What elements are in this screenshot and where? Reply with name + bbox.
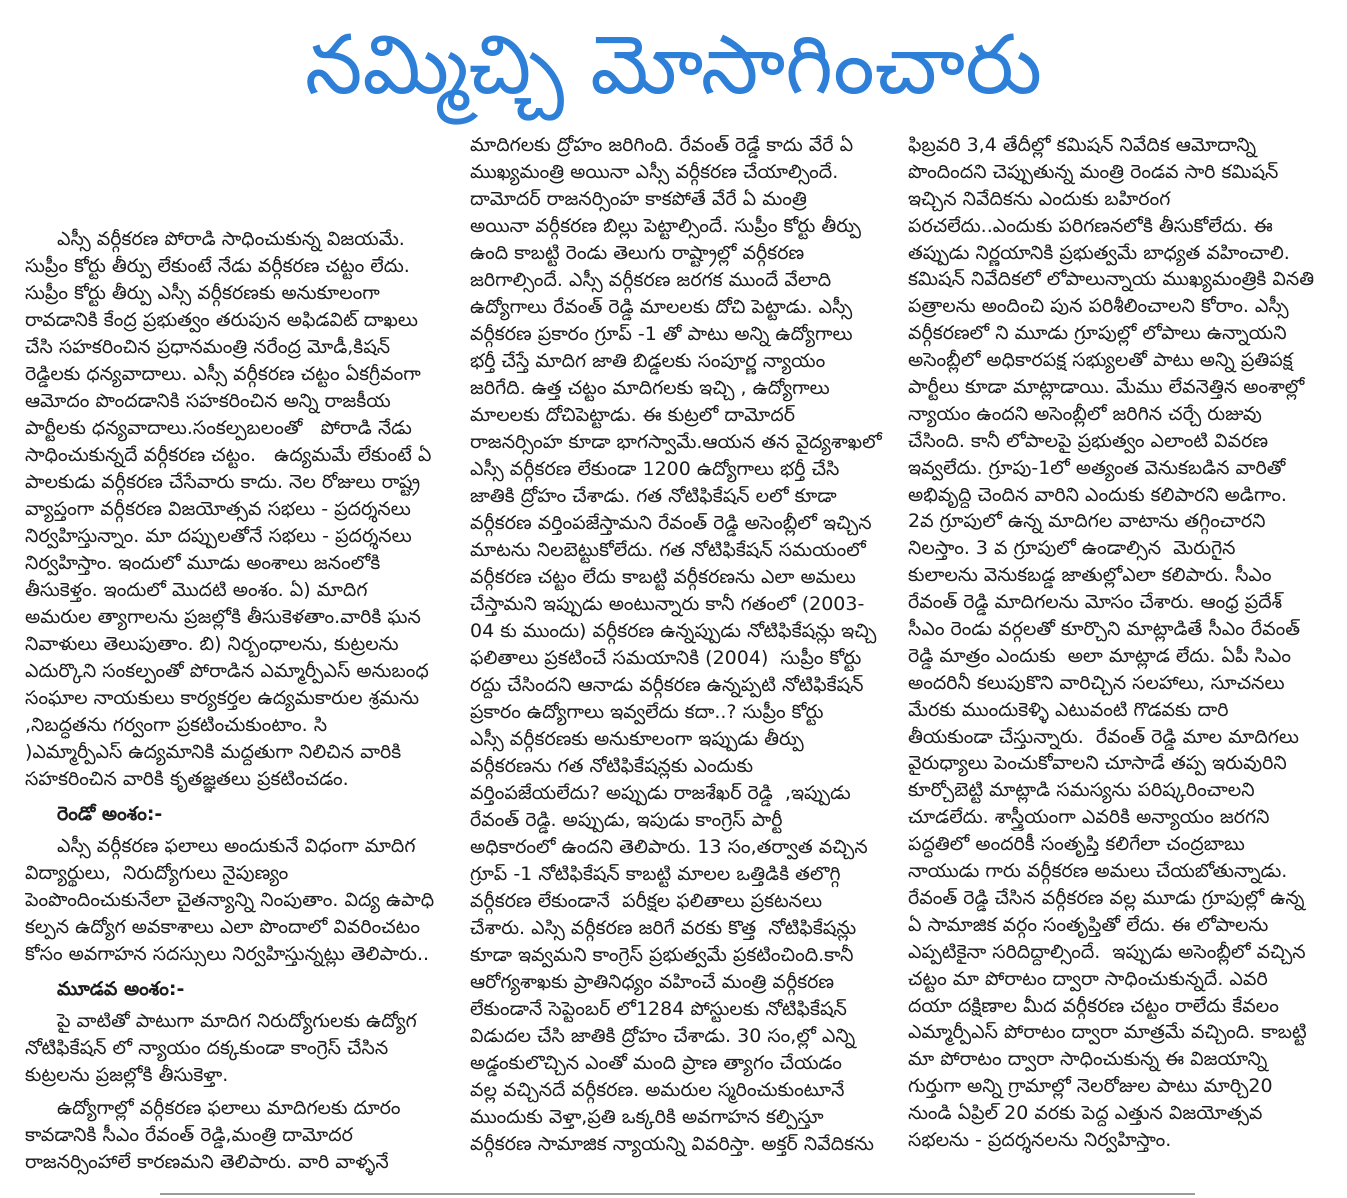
text-line xyxy=(470,672,895,699)
text-line xyxy=(908,535,1333,562)
text-line-content: వర్గీకరణ ప్రకారం గ్రూప్ -1 తో పాటు అన్ని ఉద్యోగాలు xyxy=(470,323,853,345)
text-line-content: కమిషన్ నివేదికలో లోపాలున్నాయ ముఖ్యమంత్రికి వినతి xyxy=(908,268,1315,291)
paragraph xyxy=(25,1095,445,1176)
text-line xyxy=(908,1073,1333,1100)
text-line-content: పొందిందని చెప్పుతున్న మంత్రి రెండవ సారి కమిషన్ xyxy=(908,160,1279,183)
text-line-content: లేకుండానే సెప్టెంబర్ లో1284 పోస్టులకు నోటిఫికేషన్ xyxy=(470,998,847,1020)
text-line xyxy=(470,510,895,537)
text-line xyxy=(470,213,895,240)
text-line-content: పద్ధతిలో అందరికీ సంతృప్తి కలిగేలా చంద్రబాబు xyxy=(908,833,1245,856)
text-line xyxy=(470,861,895,888)
text-line xyxy=(470,1050,895,1077)
text-line xyxy=(470,402,895,429)
text-line xyxy=(470,618,895,645)
text-line xyxy=(908,347,1333,374)
text-line xyxy=(908,159,1333,186)
paragraph xyxy=(25,833,445,968)
text-line-content: నుండి ఏప్రిల్ 20 వరకు పెద్ద ఎత్తున విజయోత్సవ xyxy=(908,1102,1263,1125)
text-line-content: సభలను - ప్రదర్శనలను నిర్వహిస్తాం. xyxy=(908,1128,1172,1151)
text-line-content: మాలలకు దోచిపెట్టాడు. ఈ కుట్రలో దామోదర్ xyxy=(470,404,796,426)
text-line-content: వైరుధ్యాలు పెంచుకోవాలని చూసాడే తప్ప ఇరువురిని xyxy=(908,752,1287,775)
text-line-content: దామోదర్ రాజనర్సింహ కాకపోతే వేరే ఏ మంత్రి xyxy=(470,188,807,210)
text-line xyxy=(25,766,445,793)
text-line-content: సాధించుకున్నదే వర్గీకరణ చట్టం. ఉద్యమమే లేకుంటే ఏ xyxy=(25,444,432,466)
text-line-content: అమరుల త్యాగాలను ప్రజల్లోకి తీసుకెళతాం.వారికి ఘన xyxy=(25,606,421,628)
section-heading-text: రెండో అంశం:- xyxy=(57,803,163,825)
text-line-content: 04 కు ముందు) వర్గీకరణ ఉన్నప్పుడు నోటిఫికేషన్లు ఇచ్చి xyxy=(470,620,877,642)
text-line xyxy=(908,1046,1333,1073)
text-line xyxy=(908,293,1333,320)
text-line xyxy=(25,388,445,415)
column-2 xyxy=(470,132,895,1158)
section-heading-text: మూడవ అంశం:- xyxy=(57,978,185,1000)
text-line-content: ఎప్పటికైనా సరిదిద్దాల్సిందే. ఇప్పుడు అసెంబ్లీలో వచ్చిన xyxy=(908,940,1306,963)
text-line xyxy=(908,858,1333,885)
text-line xyxy=(908,428,1333,455)
text-line-content: సుప్రీం కోర్టు తీర్పు లేకుంటే నేడు వర్గీకరణ చట్టం లేదు. xyxy=(25,255,410,277)
text-line xyxy=(25,1095,445,1122)
text-line-content: అసెంబ్లీలో అధికారపక్ష సభ్యులతో పాటు అన్ని ప్రతిపక్ష xyxy=(908,349,1293,372)
text-line xyxy=(25,604,445,631)
text-line xyxy=(908,1100,1333,1127)
text-line-content: ఉద్యోగాలు రేవంత్ రెడ్డి మాలలకు దోచి పెట్టాడు. ఎస్సీ xyxy=(470,296,853,318)
text-line-content: చేశారు. ఎస్సి వర్గీకరణ జరిగే వరకు కొత్త నోటిఫికేషన్లు xyxy=(470,917,857,939)
text-line-content: పార్టీలు కూడా మాట్లాడాయి. మేము లేవనెత్తిన అంశాల్లో xyxy=(908,376,1305,399)
text-line-content: అడ్డంకులొచ్చిన ఎంతో మంది ప్రాణ త్యాగం చేయడం xyxy=(470,1052,842,1074)
text-line xyxy=(908,670,1333,697)
text-line xyxy=(470,483,895,510)
headline xyxy=(20,6,1327,126)
text-line-content: ,నిబద్ధతను గర్వంగా ప్రకటించుకుంటాం. సి xyxy=(25,714,328,736)
text-line xyxy=(908,266,1333,293)
text-line-content: నివాళులు తెలుపుతాం. బి) నిర్బంధాలను, కుట్రలను xyxy=(25,633,399,655)
text-line xyxy=(470,321,895,348)
headline-text: నమ్మిచ్చి మోసాగించారు xyxy=(304,18,1043,113)
text-line xyxy=(908,455,1333,482)
text-line xyxy=(25,442,445,469)
text-line xyxy=(908,374,1333,401)
text-line xyxy=(470,375,895,402)
text-line xyxy=(25,833,445,860)
text-line-content: గుర్తుగా అన్ని గ్రామాల్లో నెలరోజుల పాటు మార్చి20 xyxy=(908,1075,1273,1098)
dateline xyxy=(25,187,445,214)
text-line xyxy=(470,348,895,375)
text-line-content: సహకరించిన వారికి కృతజ్ఞతలు ప్రకటించడం. xyxy=(25,768,349,790)
text-line xyxy=(25,496,445,523)
text-line-content: ఉంది కాబట్టి రెండు తెలుగు రాష్ట్రాల్లో వర్గీకరణ xyxy=(470,242,805,264)
text-line-content: భర్తీ చేస్తే మాదిగ జాతి బిడ్డలకు సంపూర్ణ న్యాయం xyxy=(470,350,826,372)
text-line-content: నిలస్తాం. 3 వ గ్రూపులో ఉండాల్సిన మెరుగైన xyxy=(908,537,1236,560)
text-line xyxy=(470,753,895,780)
text-line-content: రెడ్డిలకు ధన్యవాదాలు. ఎస్సీ వర్గీకరణ చట్టం ఏకగ్రీవంగా xyxy=(25,363,421,385)
text-line-content: చేస్తామని ఇప్పుడు అంటున్నారు కానీ గతంలో (2003- xyxy=(470,593,865,615)
column-3 xyxy=(908,132,1333,1154)
text-line xyxy=(908,777,1333,804)
text-line-content: నాయుడు గారు వర్గీకరణ అమలు చేయబోతున్నాడు. xyxy=(908,860,1288,883)
text-line-content: మాదిగలకు ద్రోహం జరిగింది. రేవంత్ రెడ్డే కాదు వేరే ఏ xyxy=(470,134,854,156)
text-line xyxy=(25,1008,445,1035)
column-body xyxy=(25,226,445,1176)
bottom-rule xyxy=(160,1193,1195,1195)
text-line-content: వ్యాప్తంగా వర్గీకరణ విజయోత్సవ సభలు - ప్రదర్శనలు xyxy=(25,498,411,520)
text-line-content: చట్టం మా పోరాటం ద్వారా సాధించుకున్నదే. ఎవరి xyxy=(908,967,1268,990)
text-line-content: గ్రూప్ -1 నోటిఫికేషన్ కాబట్టి మాలల ఒత్తిడికి తలొగ్గి xyxy=(470,863,841,885)
text-line xyxy=(470,591,895,618)
text-line-content: ఉద్యోగాల్లో వర్గీకరణ ఫలాలు మాదిగలకు దూరం xyxy=(57,1097,401,1119)
text-line-content: రాజనర్సింహ కూడా భాగస్వామే.ఆయన తన వైద్యశాఖలో xyxy=(470,431,882,453)
text-line xyxy=(25,914,445,941)
text-line xyxy=(470,726,895,753)
text-line xyxy=(908,966,1333,993)
text-line xyxy=(470,267,895,294)
text-line xyxy=(25,1122,445,1149)
text-line-content: కూడా ఇవ్వమని కాంగ్రెస్ ప్రభుత్వమే ప్రకటించింది.కానీ xyxy=(470,944,854,966)
text-line xyxy=(908,1019,1333,1046)
text-line xyxy=(908,724,1333,751)
text-line-content: )ఎమ్మార్పీఎస్ ఉద్యమానికి మద్దతుగా నిలిచిన వారికి xyxy=(25,741,402,763)
text-line-content: రెడ్డి మాత్రం ఎందుకు అలా మాట్లాడ లేదు. ఏపీ సిఎం xyxy=(908,644,1291,667)
text-line-content: వర్గీకరణ వర్తింపజేస్తామని రేవంత్ రెడ్డి అసెంబ్లీలో ఇచ్చిన xyxy=(470,512,872,534)
paragraph xyxy=(908,132,1333,1154)
text-line-content: రేవంత్ రెడ్డి మాదిగలను మోసం చేశారు. ఆంధ్ర ప్రదేశ్ xyxy=(908,591,1283,614)
text-line xyxy=(25,253,445,280)
text-line xyxy=(470,780,895,807)
text-line xyxy=(25,658,445,685)
text-line xyxy=(25,577,445,604)
text-line-content: ముందుకు వెళ్తా,ప్రతి ఒక్కరికి అవగాహన కల్పిస్తూ xyxy=(470,1106,824,1128)
text-line-content: అందరినీ కలుపుకొని వారిచ్చిన సలహాలు, సూచనలు xyxy=(908,671,1285,694)
text-line xyxy=(908,885,1333,912)
text-line xyxy=(908,912,1333,939)
text-line xyxy=(25,739,445,766)
text-line-content: కావడానికి సీఎం రేవంత్ రెడ్డి,మంత్రి దామోదర xyxy=(25,1124,353,1146)
text-line xyxy=(470,537,895,564)
text-line-content: రద్దు చేసిందని ఆనాడు వర్గీకరణ ఉన్నప్పటి నోటిఫికేషన్ xyxy=(470,674,864,696)
text-line-content: చేసి సహకరించిన ప్రధానమంత్రి నరేంద్ర మోడీ,కిషన్ xyxy=(25,336,391,358)
text-line-content: కోసం అవగాహన సదస్సులు నిర్వహిస్తున్నట్లు తెలిపారు.. xyxy=(25,943,430,965)
text-line xyxy=(25,226,445,253)
text-line-content: ఫలితాలు ప్రకటించే సమయానికి (2004) సుప్రీం కోర్టు xyxy=(470,647,862,669)
text-line-content: ఫిబ్రవరి 3,4 తేదీల్లో కమిషన్ నివేదిక ఆమోదాన్ని xyxy=(908,134,1257,156)
text-line xyxy=(25,1062,445,1089)
text-line-content: తీయకుండా చేస్తున్నారు. రేవంత్ రెడ్డి మాల మాదిగలు xyxy=(908,725,1299,748)
text-line-content: వర్గీకరణ సామాజిక న్యాయన్ని వివరిస్తా. అక్తర్ నివేదికను xyxy=(470,1133,874,1155)
text-line xyxy=(908,508,1333,535)
text-line-content: వర్తింపజేయలేదు? అప్పుడు రాజశేఖర్ రెడ్డి ,ఇప్పుడు xyxy=(470,782,851,804)
text-line xyxy=(25,712,445,739)
text-line xyxy=(908,562,1333,589)
text-line-content: రాజనర్సింహాలే కారణమని తెలిపారు. వారి వాళ్ళనే xyxy=(25,1151,389,1173)
text-line-content: వల్ల వచ్చినదే వర్గీకరణ. అమరుల స్మరించుకుంటూనే xyxy=(470,1079,845,1101)
text-line xyxy=(470,429,895,456)
text-line-content: విడుదల చేసి జాతికి ద్రోహం చేశాడు. 30 సం,ల్లో ఎన్ని xyxy=(470,1025,856,1047)
text-line xyxy=(908,401,1333,428)
text-line xyxy=(908,240,1333,267)
text-line xyxy=(25,887,445,914)
text-line-content: వర్గీకరణను గత నోటిఫికేషన్లకు ఎందుకు xyxy=(470,755,754,777)
text-line-content: వర్గీకరణ చట్టం లేదు కాబట్టి వర్గీకరణను ఎలా అమలు xyxy=(470,566,856,588)
text-line xyxy=(25,1149,445,1176)
text-line-content: తప్పుడు నిర్ణయానికి ప్రభుత్వమే బాధ్యత వహించాలి. xyxy=(908,241,1290,264)
text-line-content: పై వాటితో పాటుగా మాదిగ నిరుద్యోగులకు ఉద్యోగ xyxy=(57,1010,417,1032)
text-line-content: ఏ సామాజిక వర్గం సంతృప్తితో లేదు. ఈ లోపాలను xyxy=(908,913,1269,936)
text-line-content: నిర్వహిస్తాం. ఇందులో మూడు అంశాలు జనంలోకి xyxy=(25,552,381,574)
text-line xyxy=(470,1131,895,1158)
text-line-content: పరచలేదు..ఎందుకు పరిగణనలోకి తీసుకోలేదు. ఈ xyxy=(908,214,1273,237)
text-line-content: పార్టీలకు ధన్యవాదాలు.సంకల్పబలంతో పోరాడి నేడు xyxy=(25,417,412,439)
text-line xyxy=(470,996,895,1023)
text-line xyxy=(470,1023,895,1050)
text-line xyxy=(908,750,1333,777)
text-line xyxy=(25,280,445,307)
text-line-content: మాటను నిలబెట్టుకోలేదు. గత నోటిఫికేషన్ సమయంలో xyxy=(470,539,866,561)
text-line-content: పెంపొందించుకునేలా చైతన్యాన్ని నింపుతాం. విద్య ఉపాధి xyxy=(25,889,435,911)
text-line xyxy=(908,993,1333,1020)
text-line-content: కులాలను వెనుకబడ్డ జాతుల్లోఎలా కలిపారు. సీఎం xyxy=(908,564,1272,587)
text-line-content: అభివృద్ధి చెందిన వారిని ఎందుకు కలిపారని అడిగాం. xyxy=(908,483,1287,506)
text-line xyxy=(470,456,895,483)
kicker xyxy=(25,132,445,159)
paragraph xyxy=(470,132,895,1158)
column-body xyxy=(908,132,1333,1154)
text-line xyxy=(25,685,445,712)
text-line-content: రేవంత్ రెడ్డి. అప్పుడు, ఇపుడు కాంగ్రెస్ పార్టీ xyxy=(470,809,783,831)
text-line-content: చేసింది. కానీ లోపాలపై ప్రభుత్వం ఎలాంటి వివరణ xyxy=(908,429,1269,452)
section-heading xyxy=(25,801,445,828)
text-line xyxy=(470,240,895,267)
text-line xyxy=(470,294,895,321)
text-line xyxy=(470,159,895,186)
text-line xyxy=(470,645,895,672)
text-line xyxy=(908,1127,1333,1154)
text-line-content: మా పోరాటం ద్వారా సాధించుకున్న ఈ విజయాన్ని xyxy=(908,1048,1268,1071)
text-line xyxy=(470,834,895,861)
text-line xyxy=(908,589,1333,616)
text-line xyxy=(470,564,895,591)
text-line xyxy=(25,415,445,442)
text-line xyxy=(908,643,1333,670)
text-line-content: మేరకు ముందుకెళ్ళి ఎటువంటి గొడవకు దారి xyxy=(908,698,1229,721)
text-line-content: ఎమ్మార్పీఎస్ పోరాటం ద్వారా మాత్రమే వచ్చింది. కాబట్టి xyxy=(908,1021,1307,1044)
text-line xyxy=(908,320,1333,347)
text-line xyxy=(908,186,1333,213)
text-line xyxy=(470,186,895,213)
text-line-content: ఆరోగ్యశాఖకు ప్రాతినిధ్యం వహించే మంత్రి వర్గీకరణ xyxy=(470,971,835,993)
text-line xyxy=(470,699,895,726)
column-1 xyxy=(25,132,445,1176)
text-line-content: నోటిఫికేషన్ లో న్యాయం దక్కకుండా కాంగ్రెస్ చేసిన xyxy=(25,1037,389,1059)
text-line xyxy=(470,942,895,969)
text-line-content: 2వ గ్రూపులో ఉన్న మాదిగల వాటాను తగ్గించారని xyxy=(908,510,1266,533)
text-line xyxy=(25,469,445,496)
text-line xyxy=(470,807,895,834)
text-line-content: దయా దక్షిణాల మీద వర్గీకరణ చట్టం రాలేదు కేవలం xyxy=(908,994,1279,1017)
text-line-content: ఎస్సీ వర్గీకరణ పోరాడి సాధించుకున్న విజయమే. xyxy=(57,228,405,250)
text-line xyxy=(25,550,445,577)
text-line xyxy=(470,1104,895,1131)
text-line xyxy=(908,697,1333,724)
text-line-content: అధికారంలో ఉందని తెలిపారు. 13 సం,తర్వాత వచ్చిన xyxy=(470,836,868,858)
text-line-content: జరిగేది. ఉత్త చట్టం మాదిగలకు ఇచ్చి , ఉద్యోగాలు xyxy=(470,377,830,399)
text-line-content: ఇచ్చిన నివేదికను ఎందుకు బహిరంగ xyxy=(908,187,1171,210)
text-line-content: జాతికి ద్రోహం చేశాడు. గత నోటిఫికేషన్ లలో కూడా xyxy=(470,485,837,507)
text-line xyxy=(25,523,445,550)
text-line-content: రావడానికి కేంద్ర ప్రభుత్వం తరుపున అఫిడవిట్ దాఖలు xyxy=(25,309,418,331)
paragraph xyxy=(25,226,445,793)
text-line-content: అయినా వర్గీకరణ బిల్లు పెట్టాల్సిందే. సుప్రీం కోర్టు తీర్పు xyxy=(470,215,861,237)
text-line xyxy=(470,888,895,915)
text-line-content: సీఎం రెండు వర్గలతో కూర్చొని మాట్లాడితే సీఎం రేవంత్ xyxy=(908,618,1301,641)
text-line-content: తీసుకెళ్తం. ఇందులో మొదటి అంశం. ఏ) మాదిగ xyxy=(25,579,368,601)
text-line xyxy=(470,132,895,159)
text-line-content: ప్రకారం ఉద్యోగాలు ఇవ్వలేదు కదా..? సుప్రీం కోర్టు xyxy=(470,701,824,723)
text-line-content: వర్గీకరణ లేకుండానే పరీక్షల ఫలితాలు ప్రకటనలు xyxy=(470,890,823,912)
text-line xyxy=(470,969,895,996)
text-line xyxy=(908,213,1333,240)
text-line xyxy=(908,939,1333,966)
text-line xyxy=(470,1077,895,1104)
text-line-content: ఎదుర్కొని సంకల్పంతో పోరాడిన ఎమ్మార్పీఎస్ అనుబంధ xyxy=(25,660,429,682)
text-line-content: ఎస్సీ వర్గీకరణకు అనుకూలంగా ఇప్పుడు తీర్పు xyxy=(470,728,804,750)
text-line-content: కూర్చోబెట్టి మాట్లాడి సమస్యను పరిష్కరించాలని xyxy=(908,779,1255,802)
text-line-content: న్యాయం ఉందని అసెంబ్లీలో జరిగిన చర్చే రుజువు xyxy=(908,402,1262,425)
text-line-content: సుప్రీం కోర్టు తీర్పు ఎస్సీ వర్గీకరణకు అనుకూలంగా xyxy=(25,282,380,304)
text-line-content: కుట్రలను ప్రజల్లోకి తీసుకెళ్తా. xyxy=(25,1064,229,1086)
paragraph xyxy=(25,1008,445,1089)
text-line-content: జరిగాల్సిందే. ఎస్సీ వర్గీకరణ జరగక ముందే వేలాది xyxy=(470,269,832,291)
section-heading xyxy=(25,976,445,1003)
text-line xyxy=(470,915,895,942)
text-line xyxy=(25,334,445,361)
text-line-content: విద్యార్థులు, నిరుద్యోగులు నైపుణ్యం xyxy=(25,862,289,884)
text-line-content: నిర్వహిస్తున్నాం. మా దప్పులతోనే సభలు - ప్రదర్శనలు xyxy=(25,525,412,547)
text-line-content: చూడలేదు. శాస్త్రీయంగా ఎవరికి అన్యాయం జరగని xyxy=(908,806,1270,829)
text-line xyxy=(25,860,445,887)
text-line-content: ఎస్సీ వర్గీకరణ ఫలాలు అందుకునే విధంగా మాదిగ xyxy=(57,835,416,857)
text-line xyxy=(25,1035,445,1062)
text-line-content: ఆమోదం పొందడానికి సహకరించిన అన్ని రాజకీయ xyxy=(25,390,391,412)
text-line-content: ముఖ్యమంత్రి అయినా ఎస్సీ వర్గీకరణ చేయాల్సిందే. xyxy=(470,161,839,183)
text-line xyxy=(908,804,1333,831)
text-line xyxy=(25,941,445,968)
text-line xyxy=(908,132,1333,159)
text-line xyxy=(25,631,445,658)
text-line xyxy=(25,361,445,388)
text-line xyxy=(908,616,1333,643)
text-line xyxy=(25,307,445,334)
text-line-content: ఇవ్వలేదు. గ్రూపు-1లో అత్యంత వెనుకబడిన వారితో xyxy=(908,456,1286,479)
text-line-content: సంఘాల నాయకులు కార్యకర్తల ఉద్యమకారుల శ్రమను xyxy=(25,687,420,709)
text-line-content: పాలకుడు వర్గీకరణ చేసేవారు కాదు. నెల రోజులు రాష్ట్ర xyxy=(25,471,421,493)
text-line-content: రేవంత్ రెడ్డి చేసిన వర్గీకరణ వల్ల మూడు గ్రూపుల్లో ఉన్న xyxy=(908,886,1305,909)
text-line xyxy=(908,482,1333,509)
column-body xyxy=(470,132,895,1158)
text-line-content: కల్పన ఉద్యోగ అవకాశాలు ఎలా పొందాలో వివరించటం xyxy=(25,916,421,938)
text-line xyxy=(908,831,1333,858)
text-line-content: వర్గీకరణలో ని మూడు గ్రూపుల్లో లోపాలు ఉన్నాయని xyxy=(908,322,1287,345)
text-line-content: పత్రాలను అందించి పున పరిశీలించాలని కోరాం. ఎస్సీ xyxy=(908,295,1289,318)
text-line-content: ఎస్సీ వర్గీకరణ లేకుండా 1200 ఉద్యోగాలు భర్తీ చేసి xyxy=(470,458,840,480)
